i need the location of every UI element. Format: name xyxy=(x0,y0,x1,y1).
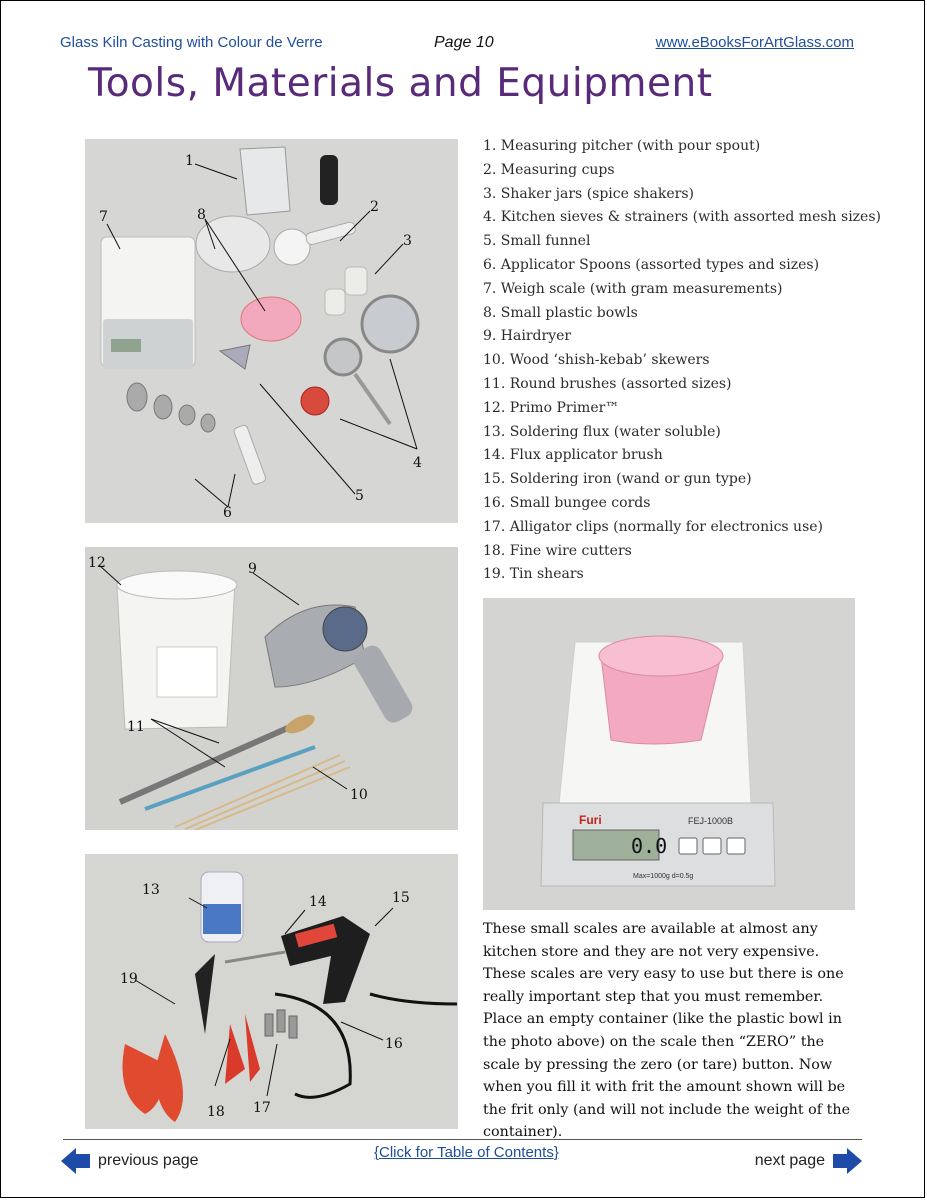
label-2: 2 xyxy=(370,199,379,215)
arrow-right-shaft-icon xyxy=(833,1154,847,1168)
list-item: 19. Tin shears xyxy=(483,566,584,583)
website-link[interactable]: www.eBooksForArtGlass.com xyxy=(655,34,854,51)
list-item: 13. Soldering flux (water soluble) xyxy=(483,423,721,440)
label-15: 15 xyxy=(392,890,410,906)
list-item: 18. Fine wire cutters xyxy=(483,542,632,559)
next-page-label: next page xyxy=(754,1152,825,1169)
label-19: 19 xyxy=(120,971,138,987)
list-item: 1. Measuring pitcher (with pour spout) xyxy=(483,138,761,154)
arrow-left-shaft-icon xyxy=(76,1154,90,1168)
list-item: 7. Weigh scale (with gram measurements) xyxy=(483,280,783,297)
label-12: 12 xyxy=(88,555,106,571)
scale-reading: 0.0 xyxy=(631,834,668,858)
list-item: 6. Applicator Spoons (assorted types and sizes) xyxy=(483,256,820,273)
label-3: 3 xyxy=(403,233,412,249)
list-item: 15. Soldering iron (wand or gun type) xyxy=(483,471,752,488)
tools-list xyxy=(483,135,881,587)
label-16: 16 xyxy=(385,1036,403,1052)
list-item: 17. Alligator clips (normally for electronics use) xyxy=(483,518,823,535)
scale-model: FEJ-1000B xyxy=(688,816,734,826)
photo-kitchen-tools xyxy=(85,139,458,523)
label-13: 13 xyxy=(142,882,160,898)
book-title-header: Glass Kiln Casting with Colour de Verre xyxy=(60,34,323,51)
label-8: 8 xyxy=(197,207,206,223)
list-item: 9. Hairdryer xyxy=(483,328,572,345)
label-1: 1 xyxy=(185,153,194,169)
scale-instructions-paragraph: These small scales are available at almost any kitchen store and they are not very expensive. These scales are very easy to use but there is one really important step that you must remember. Place an empty container (like the plastic bowl in the photo above) on the scale then “ZERO” the scale by pressing the zero (or tare) button. Now when you fill it with frit the amount shown will be the frit only (and will not include the weight of the container). xyxy=(483,921,851,1141)
label-14: 14 xyxy=(309,894,327,910)
list-item: 12. Primo Primer™ xyxy=(483,399,620,416)
previous-page-button[interactable] xyxy=(61,1148,199,1174)
next-page-button[interactable] xyxy=(755,1148,862,1174)
label-5: 5 xyxy=(355,488,364,504)
label-9: 9 xyxy=(248,561,257,577)
list-item: 11. Round brushes (assorted sizes) xyxy=(483,375,732,392)
label-6: 6 xyxy=(223,505,232,521)
scale-brand: Furi xyxy=(579,813,602,827)
list-item: 10. Wood ‘shish-kebab’ skewers xyxy=(483,352,710,369)
page-title: Tools, Materials and Equipment xyxy=(88,61,713,106)
label-10: 10 xyxy=(350,787,368,803)
list-item: 8. Small plastic bowls xyxy=(483,304,638,321)
label-18: 18 xyxy=(207,1104,225,1120)
scale-spec: Max=1000g d=0.5g xyxy=(633,873,694,880)
previous-page-label: previous page xyxy=(98,1152,199,1169)
photo-weigh-scale xyxy=(483,598,855,910)
label-4: 4 xyxy=(413,455,422,471)
label-17: 17 xyxy=(253,1100,271,1116)
list-item: 14. Flux applicator brush xyxy=(483,447,663,464)
list-item: 16. Small bungee cords xyxy=(483,494,651,511)
list-item: 3. Shaker jars (spice shakers) xyxy=(483,185,695,202)
photo-soldering-tools xyxy=(85,854,458,1129)
page-number: Page 10 xyxy=(434,34,494,51)
photo-hairdryer-brushes xyxy=(85,547,458,830)
label-7: 7 xyxy=(99,209,108,225)
arrow-right-icon xyxy=(847,1148,862,1174)
label-11: 11 xyxy=(127,719,145,735)
list-item: 4. Kitchen sieves & strainers (with assorted mesh sizes) xyxy=(483,209,881,226)
footer-divider xyxy=(63,1139,862,1140)
table-of-contents-link[interactable]: {Click for Table of Contents} xyxy=(374,1144,559,1161)
arrow-left-icon xyxy=(61,1148,76,1174)
list-item: 2. Measuring cups xyxy=(483,161,615,178)
list-item: 5. Small funnel xyxy=(483,233,591,250)
